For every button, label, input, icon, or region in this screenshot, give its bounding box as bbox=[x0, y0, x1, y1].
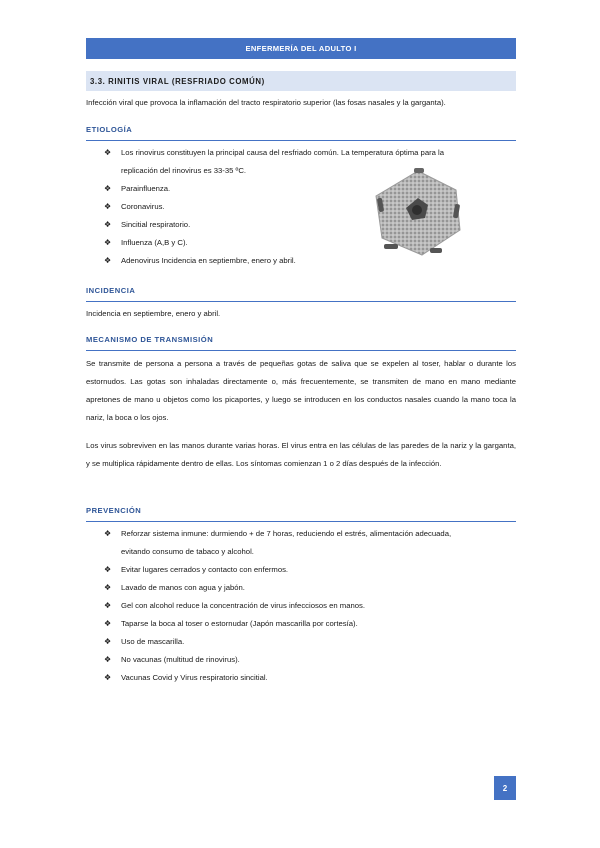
list-item: ❖ Adenovirus Incidencia en septiembre, enero y abril. bbox=[104, 252, 516, 270]
list-item: ❖ Coronavirus. bbox=[104, 198, 516, 216]
bullet-icon: ❖ bbox=[104, 220, 112, 229]
bullet-icon: ❖ bbox=[104, 601, 112, 610]
bullet-icon: ❖ bbox=[104, 565, 112, 574]
intro-paragraph: Infección viral que provoca la inflamación del tracto respiratorio superior (las fosas nasales y la garganta). bbox=[86, 98, 446, 107]
subheading-prevencion: PREVENCIÓN bbox=[86, 506, 516, 522]
bullet-icon: ❖ bbox=[104, 637, 112, 646]
bullet-icon: ❖ bbox=[104, 256, 112, 265]
bullet-icon: ❖ bbox=[104, 238, 112, 247]
list-item: ❖ Taparse la boca al toser o estornudar (Japón mascarilla por cortesía). bbox=[104, 615, 516, 633]
page-number: 2 bbox=[494, 776, 516, 800]
section-title: 3.3. RINITIS VIRAL (RESFRIADO COMÚN) bbox=[86, 71, 516, 91]
bullet-icon: ❖ bbox=[104, 619, 112, 628]
bullet-icon: ❖ bbox=[104, 655, 112, 664]
list-item: ❖ Reforzar sistema inmune: durmiendo + de 7 horas, reduciendo el estrés, alimentación adecuada, bbox=[104, 525, 516, 543]
subheading-transmision: MECANISMO DE TRANSMISIÓN bbox=[86, 335, 516, 351]
list-item: ❖ Lavado de manos con agua y jabón. bbox=[104, 579, 516, 597]
list-item: ❖ Gel con alcohol reduce la concentración de virus infecciosos en manos. bbox=[104, 597, 516, 615]
bullet-icon: ❖ bbox=[104, 583, 112, 592]
prevencion-list bbox=[104, 525, 516, 687]
bullet-icon: ❖ bbox=[104, 529, 112, 538]
rhinovirus-image bbox=[370, 168, 466, 258]
transmision-paragraph-1: Se transmite de persona a persona a través de pequeñas gotas de saliva que se expelen al toser, hablar o durante los estornudos. Las gotas son inhaladas directamente o, más frecuentemente, se transmiten de mano en mano mediante apretones de mano u objetos como los picaportes, y luego se introducen en los conductos nasales cuando la mano toca la nariz, la boca o los ojos. bbox=[86, 359, 516, 422]
list-item: ❖ Vacunas Covid y Virus respiratorio sincitial. bbox=[104, 669, 516, 687]
subheading-incidencia: INCIDENCIA bbox=[86, 286, 516, 302]
list-item: ❖ Parainfluenza. bbox=[104, 180, 516, 198]
list-item: ❖ Uso de mascarilla. bbox=[104, 633, 516, 651]
incidencia-text: Incidencia en septiembre, enero y abril. bbox=[86, 309, 221, 318]
running-header: ENFERMERÍA DEL ADULTO I bbox=[86, 38, 516, 59]
bullet-icon: ❖ bbox=[104, 673, 112, 682]
list-item: ❖ Sincitial respiratorio. bbox=[104, 216, 516, 234]
list-item: ❖ Influenza (A,B y C). bbox=[104, 234, 516, 252]
list-item: ❖ Los rinovirus constituyen la principal causa del resfriado común. La temperatura óptima para la bbox=[104, 144, 516, 162]
subheading-etiologia: ETIOLOGÍA bbox=[86, 125, 516, 141]
list-item-continuation: replicación del rinovirus es 33-35 ºC. bbox=[121, 166, 247, 175]
list-item: ❖ No vacunas (multitud de rinovirus). bbox=[104, 651, 516, 669]
bullet-icon: ❖ bbox=[104, 184, 112, 193]
transmision-paragraph-2: Los virus sobreviven en las manos durante varias horas. El virus entra en las células de las paredes de la nariz y la garganta, y se multiplica rápidamente dentro de ellas. Los síntomas comienzan 1 o 2 días después de la infección. bbox=[86, 441, 516, 468]
list-item-continuation: evitando consumo de tabaco y alcohol. bbox=[121, 547, 254, 556]
bullet-icon: ❖ bbox=[104, 148, 112, 157]
list-item: ❖ Evitar lugares cerrados y contacto con enfermos. bbox=[104, 561, 516, 579]
bullet-icon: ❖ bbox=[104, 202, 112, 211]
